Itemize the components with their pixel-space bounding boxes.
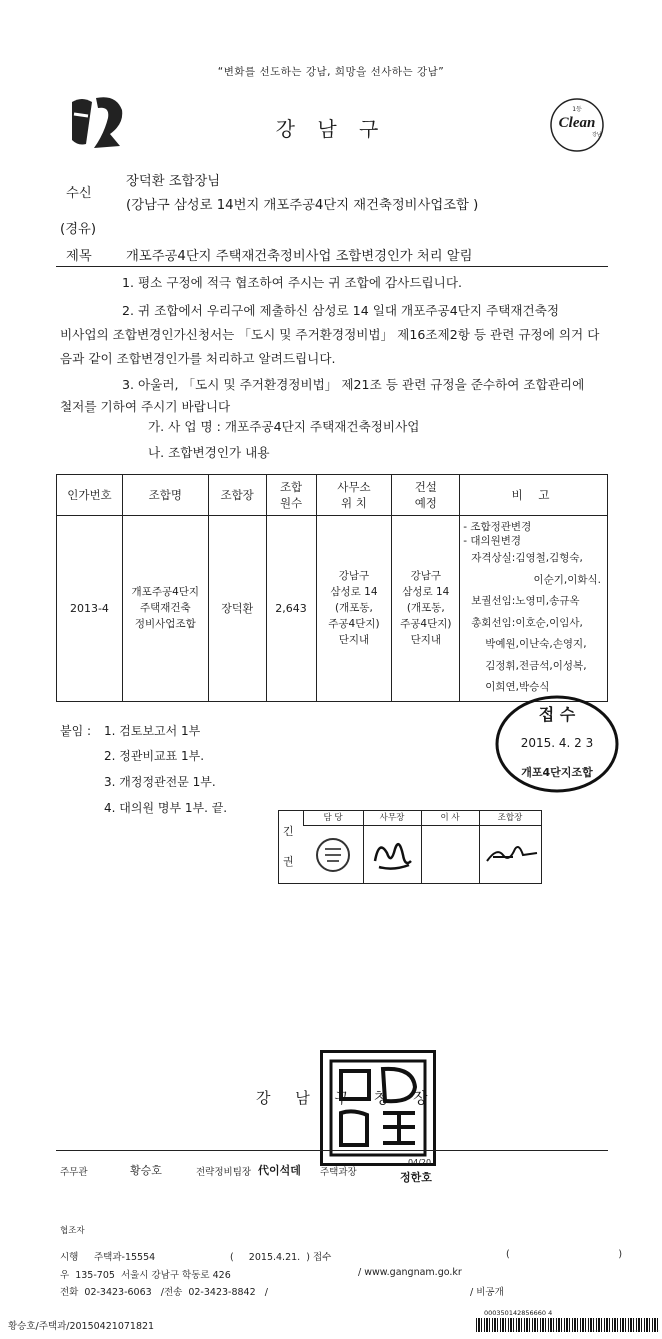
stamp-org: 개포4단지조합 — [521, 766, 593, 779]
union-name-cell: 개포주공4단지 주택재건축 정비사업조합 — [122, 516, 208, 702]
body-p2-line1: 2. 귀 조합에서 우리구에 제출하신 삼성로 14 일대 개포주공4단지 주택재건축정 — [122, 303, 560, 318]
approval-header: 이 사 — [440, 813, 460, 823]
approval-header: 조합장 — [497, 813, 523, 823]
officer2-name: 代이석데 — [258, 1164, 301, 1177]
remark-line: 총회선임:이호순,이임사, — [471, 616, 583, 629]
stamp-title: 접 수 — [538, 705, 576, 724]
body-p1: 1. 평소 구정에 적극 협조하여 주시는 귀 조합에 감사드립니다. — [122, 275, 463, 290]
remark-line: - 조합정관변경 — [463, 521, 532, 533]
officer1-title: 주무관 — [60, 1167, 88, 1178]
officer1-name: 황승호 — [130, 1164, 162, 1177]
clean-logo — [548, 96, 606, 154]
remark-line: 김정휘,전금석,이성복, — [485, 659, 587, 672]
table-header: 사무소 위 치 — [316, 475, 392, 516]
office-cell: 강남구 삼성로 14 (개포동, 주공4단지) 단지내 — [316, 516, 392, 702]
body-p2-line2: 비사업의 조합변경인가신청서는 「도시 및 주거환경정비법」 제16조제2항 등 관련 규정에 의거 다 — [60, 327, 600, 342]
cooperator-label: 협조자 — [60, 1226, 85, 1236]
table-header: 건설 예정 — [392, 475, 460, 516]
remarks-cell — [460, 516, 608, 702]
stamp-date: 2015. 4. 2 3 — [520, 736, 594, 750]
body-p3-line2: 철저를 기하여 주시기 바랍니다 — [60, 399, 231, 414]
clean-logo-side: 강남 — [592, 132, 602, 138]
manager-signature-icon — [369, 831, 417, 877]
remark-line: 보궐선임:노영미,송규옥 — [471, 595, 580, 607]
doc-id: 황승호/주택과/20150421071821 — [8, 1321, 155, 1332]
approval-header: 사무장 — [379, 813, 405, 823]
officer3-name: 정한호 — [400, 1171, 432, 1184]
attachment-item: 1. 검토보고서 1부 — [104, 724, 201, 738]
attachment-item: 2. 정관비교표 1부. — [104, 749, 205, 763]
recipient-line2: (강남구 삼성로 14번지 개포주공4단지 재건축정비사업조합 ) — [126, 198, 479, 213]
barcode-icon — [476, 1318, 658, 1332]
attachment-item: 4. 대의원 명부 1부. 끝. — [104, 801, 228, 815]
body-p2-line3: 음과 같이 조합변경인가를 처리하고 알려드립니다. — [60, 351, 336, 366]
subject-text: 개포주공4단지 주택재건축정비사업 조합변경인가 처리 알림 — [126, 249, 473, 264]
remark-line: 자격상실:김영철,김형숙, — [471, 552, 583, 564]
remark-line: - 대의원변경 — [463, 535, 522, 547]
exec-label: 시행 — [60, 1252, 79, 1263]
disclosure: / 비공개 — [470, 1287, 504, 1298]
officer3-title: 주택과장 — [320, 1167, 357, 1178]
recipient-label: 수신 — [66, 186, 92, 201]
officer-seal-icon — [313, 833, 353, 877]
signoff-divider-top — [56, 1150, 608, 1151]
exec-no: 주택과-15554 — [94, 1252, 156, 1263]
table-row — [57, 516, 608, 702]
address: 우 135-705 서울시 강남구 학동로 426 — [60, 1270, 231, 1281]
chairman-signature-icon — [483, 833, 539, 873]
signoff-date-small: 04/20 — [408, 1158, 432, 1167]
website: / www.gangnam.go.kr — [358, 1267, 462, 1278]
table-header: 조합장 — [208, 475, 266, 516]
official-seal-pattern-icon — [323, 1053, 433, 1163]
table-header: 조합명 — [122, 475, 208, 516]
chairman-cell: 장덕환 — [208, 516, 266, 702]
attachments-label: 붙임 : — [60, 724, 92, 738]
officer2-title: 전략정비팀장 — [196, 1167, 252, 1178]
members-cell: 2,643 — [266, 516, 316, 702]
signature-name: 강 남 구 청 장 — [256, 1089, 438, 1107]
permit-no-cell: 2013-4 — [57, 516, 123, 702]
body-p3-line1: 3. 아울러, 「도시 및 주거환경정비법」 제21조 등 관련 규정을 준수하여 조합관리에 — [122, 377, 585, 392]
slogan: “변화를 선도하는 강남, 희망을 선사하는 강남” — [217, 66, 445, 78]
table-header: 인가번호 — [57, 475, 123, 516]
approval-box — [278, 810, 542, 884]
subject-label: 제목 — [66, 249, 92, 264]
clean-logo-small: 1등 — [572, 106, 582, 113]
permit-table — [56, 474, 608, 702]
table-header: 비 고 — [460, 475, 608, 516]
approval-header: 담 당 — [323, 813, 343, 823]
remark-line: 이희연,박승식 — [485, 681, 550, 693]
body-item-b: 나. 조합변경인가 내용 — [148, 445, 270, 460]
construction-cell: 강남구 삼성로 14 (개포동, 주공4단지) 단지내 — [392, 516, 460, 702]
receive-paren: ( ) — [506, 1249, 623, 1260]
attachment-item: 3. 개정정관전문 1부. — [104, 775, 216, 789]
phone-fax: 전화 02-3423-6063 /전송 02-3423-8842 / — [60, 1287, 268, 1298]
table-header: 조합 원수 — [266, 475, 316, 516]
clean-logo-text: Clean — [558, 115, 596, 131]
receipt-stamp — [494, 694, 620, 794]
barcode-number: 000350142856660 4 — [484, 1309, 553, 1317]
exec-date: ( 2015.4.21. ) 접수 — [230, 1252, 332, 1263]
subject-divider — [56, 266, 608, 267]
org-title: 강 남 구 — [275, 117, 387, 141]
remark-line: 박예원,이난숙,손영지, — [485, 638, 587, 650]
remark-line: 이순기,이화식. — [533, 573, 601, 586]
approval-side-label: 권 — [283, 855, 294, 868]
body-item-a: 가. 사 업 명 : 개포주공4단지 주택재건축정비사업 — [148, 419, 420, 434]
table-header-row — [57, 475, 608, 516]
official-seal — [320, 1050, 436, 1166]
via-label: (경유) — [60, 222, 97, 237]
recipient-line1: 장덕환 조합장님 — [126, 174, 221, 189]
approval-side-label: 긴 — [283, 825, 294, 838]
